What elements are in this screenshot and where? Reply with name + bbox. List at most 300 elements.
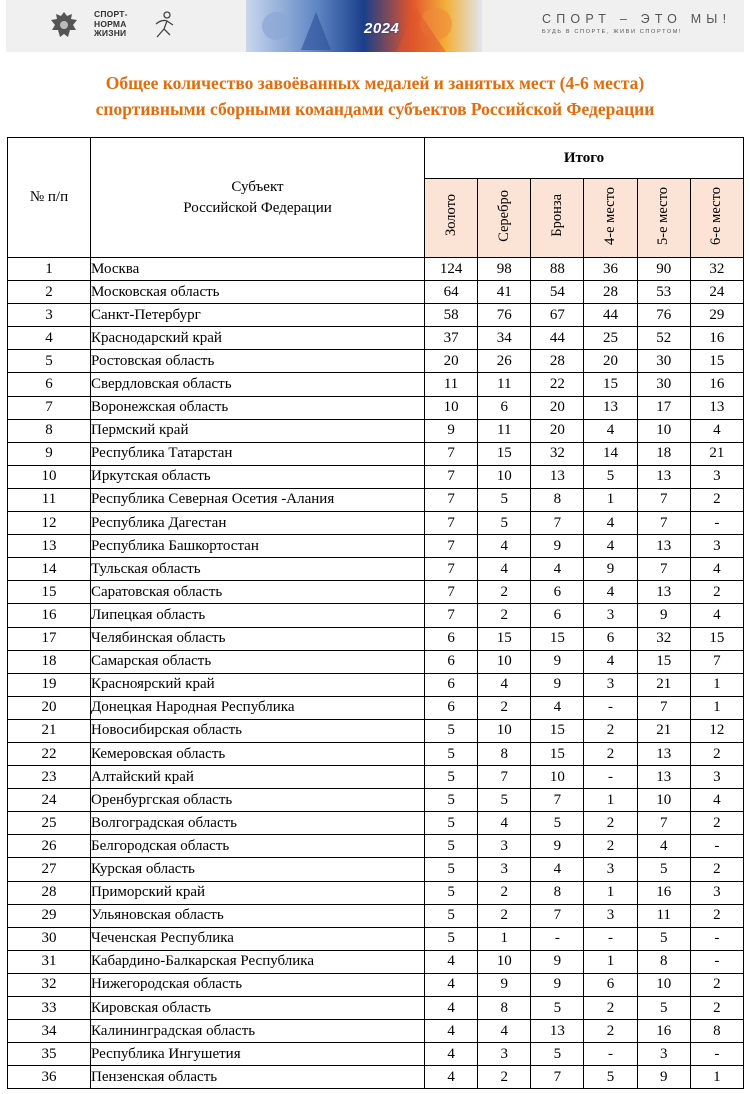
column-header-label: 4-е место <box>602 186 619 245</box>
table-row <box>8 258 744 281</box>
row-value: 4 <box>584 419 637 442</box>
row-value: 7 <box>425 488 478 511</box>
row-number: 12 <box>8 512 91 535</box>
column-header <box>637 179 690 258</box>
row-value: 3 <box>690 766 743 789</box>
row-value: 9 <box>531 950 584 973</box>
row-number: 16 <box>8 604 91 627</box>
row-number: 19 <box>8 673 91 696</box>
row-value: 15 <box>637 650 690 673</box>
row-value: 3 <box>478 1043 531 1066</box>
row-value: 29 <box>690 304 743 327</box>
row-value: 2 <box>584 997 637 1020</box>
row-value: 16 <box>637 881 690 904</box>
row-value: 4 <box>425 997 478 1020</box>
row-value: 7 <box>531 1066 584 1089</box>
row-subject: Кабардино-Балкарская Республика <box>91 950 425 973</box>
row-value: 8 <box>690 1020 743 1043</box>
table-row <box>8 465 744 488</box>
column-header <box>584 179 637 258</box>
row-value: 12 <box>690 719 743 742</box>
page-title-line: спортивными сборными командами субъектов Российской Федерации <box>95 99 655 119</box>
slogan <box>542 12 731 35</box>
row-subject: Оренбургская область <box>91 789 425 812</box>
table-row <box>8 281 744 304</box>
row-value: 15 <box>690 350 743 373</box>
row-subject: Волгоградская область <box>91 812 425 835</box>
row-value: 5 <box>425 904 478 927</box>
row-number: 34 <box>8 1020 91 1043</box>
row-value: 15 <box>531 719 584 742</box>
row-number: 20 <box>8 696 91 719</box>
row-value: - <box>584 766 637 789</box>
row-value: 5 <box>425 719 478 742</box>
row-value: - <box>690 927 743 950</box>
row-value: 76 <box>637 304 690 327</box>
table-row <box>8 766 744 789</box>
row-value: 2 <box>478 696 531 719</box>
header-total: Итого <box>425 138 744 179</box>
row-subject: Калининградская область <box>91 1020 425 1043</box>
banner-year: 2024 <box>364 20 400 37</box>
row-subject: Липецкая область <box>91 604 425 627</box>
row-value: 11 <box>637 904 690 927</box>
table-row <box>8 835 744 858</box>
row-value: 9 <box>531 650 584 673</box>
row-number: 28 <box>8 881 91 904</box>
row-value: 4 <box>690 604 743 627</box>
row-number: 33 <box>8 997 91 1020</box>
table-row <box>8 327 744 350</box>
row-number: 2 <box>8 281 91 304</box>
page-title <box>0 70 750 122</box>
row-subject: Чеченская Республика <box>91 927 425 950</box>
row-value: 21 <box>637 719 690 742</box>
row-value: 52 <box>637 327 690 350</box>
column-header <box>531 179 584 258</box>
row-number: 35 <box>8 1043 91 1066</box>
row-subject: Республика Дагестан <box>91 512 425 535</box>
row-value: 4 <box>531 558 584 581</box>
row-number: 8 <box>8 419 91 442</box>
row-number: 6 <box>8 373 91 396</box>
row-value: 3 <box>690 881 743 904</box>
row-value: 7 <box>637 558 690 581</box>
row-subject: Саратовская область <box>91 581 425 604</box>
row-value: 3 <box>690 465 743 488</box>
row-value: 10 <box>478 650 531 673</box>
table-row <box>8 650 744 673</box>
row-value: 8 <box>531 881 584 904</box>
row-value: 2 <box>478 881 531 904</box>
row-value: 7 <box>425 558 478 581</box>
row-value: 26 <box>478 350 531 373</box>
row-value: 20 <box>531 419 584 442</box>
row-value: 10 <box>478 719 531 742</box>
row-value: 13 <box>637 581 690 604</box>
row-value: 13 <box>584 396 637 419</box>
row-value: 15 <box>690 627 743 650</box>
row-number: 25 <box>8 812 91 835</box>
row-value: 5 <box>637 927 690 950</box>
row-value: 6 <box>425 673 478 696</box>
row-subject: Иркутская область <box>91 465 425 488</box>
row-value: 67 <box>531 304 584 327</box>
row-number: 23 <box>8 766 91 789</box>
row-number: 10 <box>8 465 91 488</box>
medals-table <box>7 137 744 1089</box>
row-subject: Москва <box>91 258 425 281</box>
row-value: 22 <box>531 373 584 396</box>
row-value: 8 <box>478 997 531 1020</box>
row-value: 37 <box>425 327 478 350</box>
row-value: 5 <box>478 512 531 535</box>
table-header-row <box>8 138 744 179</box>
row-number: 13 <box>8 535 91 558</box>
row-value: 13 <box>531 465 584 488</box>
column-header-label: Бронза <box>548 194 565 237</box>
row-value: 7 <box>478 766 531 789</box>
row-value: 8 <box>531 488 584 511</box>
table-row <box>8 558 744 581</box>
row-value: 6 <box>584 627 637 650</box>
table-row <box>8 1020 744 1043</box>
row-value: 16 <box>690 327 743 350</box>
row-value: 5 <box>531 812 584 835</box>
row-value: 25 <box>584 327 637 350</box>
row-value: 3 <box>478 858 531 881</box>
row-value: 13 <box>690 396 743 419</box>
row-number: 17 <box>8 627 91 650</box>
row-value: 6 <box>425 696 478 719</box>
row-value: 1 <box>478 927 531 950</box>
table-row <box>8 812 744 835</box>
row-value: 17 <box>637 396 690 419</box>
header-subject-line: Российской Федерации <box>183 199 332 216</box>
table-row <box>8 1043 744 1066</box>
row-value: 5 <box>425 766 478 789</box>
row-value: 4 <box>690 419 743 442</box>
row-value: 30 <box>637 350 690 373</box>
games-banner <box>246 0 482 52</box>
table-row <box>8 604 744 627</box>
row-value: 10 <box>478 465 531 488</box>
row-value: 2 <box>478 581 531 604</box>
row-value: 2 <box>690 488 743 511</box>
row-value: 4 <box>584 650 637 673</box>
row-value: 8 <box>637 950 690 973</box>
row-subject: Ростовская область <box>91 350 425 373</box>
row-value: 64 <box>425 281 478 304</box>
row-value: 18 <box>637 442 690 465</box>
row-value: 7 <box>690 650 743 673</box>
row-subject: Белгородская область <box>91 835 425 858</box>
row-value: 2 <box>584 742 637 765</box>
row-value: 3 <box>584 858 637 881</box>
table-row <box>8 488 744 511</box>
row-value: 10 <box>637 789 690 812</box>
row-value: 5 <box>478 488 531 511</box>
row-value: 98 <box>478 258 531 281</box>
row-value: - <box>531 927 584 950</box>
row-value: 2 <box>584 1020 637 1043</box>
row-value: 4 <box>478 673 531 696</box>
row-number: 11 <box>8 488 91 511</box>
row-value: 1 <box>584 881 637 904</box>
row-value: 5 <box>425 927 478 950</box>
row-value: 5 <box>478 789 531 812</box>
row-number: 24 <box>8 789 91 812</box>
table-row <box>8 304 744 327</box>
row-value: 7 <box>425 535 478 558</box>
table-row <box>8 373 744 396</box>
row-value: 2 <box>478 604 531 627</box>
table-row <box>8 742 744 765</box>
row-value: 13 <box>637 766 690 789</box>
row-number: 3 <box>8 304 91 327</box>
row-value: 5 <box>425 789 478 812</box>
row-value: 1 <box>584 950 637 973</box>
row-subject: Санкт-Петербург <box>91 304 425 327</box>
row-subject: Республика Северная Осетия -Алания <box>91 488 425 511</box>
row-value: 9 <box>478 973 531 996</box>
table-row <box>8 927 744 950</box>
row-subject: Курская область <box>91 858 425 881</box>
row-value: 3 <box>637 1043 690 1066</box>
row-value: 7 <box>425 465 478 488</box>
row-subject: Самарская область <box>91 650 425 673</box>
row-value: 6 <box>425 627 478 650</box>
table-row <box>8 673 744 696</box>
row-subject: Пензенская область <box>91 1066 425 1089</box>
gto-logo-line: ЖИЗНИ <box>94 28 127 38</box>
row-subject: Приморский край <box>91 881 425 904</box>
row-value: 13 <box>637 465 690 488</box>
row-value: 5 <box>531 1043 584 1066</box>
row-number: 9 <box>8 442 91 465</box>
row-subject: Республика Ингушетия <box>91 1043 425 1066</box>
row-value: 21 <box>690 442 743 465</box>
row-value: 5 <box>584 465 637 488</box>
row-value: 2 <box>584 812 637 835</box>
row-subject: Новосибирская область <box>91 719 425 742</box>
row-number: 7 <box>8 396 91 419</box>
row-value: 4 <box>478 1020 531 1043</box>
row-value: 4 <box>425 1020 478 1043</box>
header-subject <box>91 138 425 258</box>
row-value: 5 <box>637 858 690 881</box>
row-subject: Краснодарский край <box>91 327 425 350</box>
row-value: 9 <box>531 673 584 696</box>
row-value: 15 <box>584 373 637 396</box>
row-value: 4 <box>584 581 637 604</box>
table-row <box>8 350 744 373</box>
row-number: 31 <box>8 950 91 973</box>
table-body <box>8 258 744 1089</box>
row-subject: Кемеровская область <box>91 742 425 765</box>
row-value: 10 <box>425 396 478 419</box>
row-value: 2 <box>584 835 637 858</box>
row-value: 4 <box>425 1066 478 1089</box>
row-number: 32 <box>8 973 91 996</box>
row-value: 7 <box>425 604 478 627</box>
row-value: 7 <box>531 904 584 927</box>
row-value: 3 <box>584 673 637 696</box>
row-value: 3 <box>478 835 531 858</box>
row-value: 4 <box>425 950 478 973</box>
row-value: - <box>584 696 637 719</box>
row-value: - <box>584 927 637 950</box>
page-title-line: Общее количество завоёванных медалей и занятых мест (4-6 места) <box>105 73 645 93</box>
table-row <box>8 858 744 881</box>
table-row <box>8 419 744 442</box>
row-value: 11 <box>478 419 531 442</box>
row-value: 1 <box>690 696 743 719</box>
table-row <box>8 396 744 419</box>
row-value: 32 <box>531 442 584 465</box>
row-number: 29 <box>8 904 91 927</box>
gto-logo-line: СПОРТ- <box>94 9 128 19</box>
row-value: 9 <box>637 604 690 627</box>
row-value: 2 <box>690 812 743 835</box>
row-value: 9 <box>584 558 637 581</box>
row-value: 7 <box>637 512 690 535</box>
row-value: 90 <box>637 258 690 281</box>
row-value: 4 <box>531 696 584 719</box>
row-subject: Тульская область <box>91 558 425 581</box>
row-value: 1 <box>690 673 743 696</box>
row-value: 2 <box>478 904 531 927</box>
row-value: 58 <box>425 304 478 327</box>
row-value: 1 <box>690 1066 743 1089</box>
column-header-label: Серебро <box>495 189 512 242</box>
column-header <box>425 179 478 258</box>
row-number: 21 <box>8 719 91 742</box>
row-value: 15 <box>531 627 584 650</box>
row-value: 5 <box>425 881 478 904</box>
row-subject: Красноярский край <box>91 673 425 696</box>
row-number: 26 <box>8 835 91 858</box>
row-value: - <box>690 512 743 535</box>
row-value: - <box>690 835 743 858</box>
row-value: 54 <box>531 281 584 304</box>
row-value: 6 <box>425 650 478 673</box>
row-subject: Ульяновская область <box>91 904 425 927</box>
slogan-main: СПОРТ – ЭТО МЫ! <box>542 12 732 26</box>
runner-logo-icon <box>148 10 178 42</box>
row-value: 4 <box>478 812 531 835</box>
table-row <box>8 950 744 973</box>
row-value: 13 <box>637 742 690 765</box>
row-subject: Республика Татарстан <box>91 442 425 465</box>
row-value: 7 <box>425 442 478 465</box>
row-value: 9 <box>531 535 584 558</box>
row-value: 1 <box>584 488 637 511</box>
row-value: 5 <box>425 742 478 765</box>
row-value: 2 <box>690 904 743 927</box>
row-value: 3 <box>584 904 637 927</box>
row-value: 5 <box>531 997 584 1020</box>
column-header-label: 6-е место <box>708 186 725 245</box>
row-value: 30 <box>637 373 690 396</box>
row-value: 7 <box>637 812 690 835</box>
row-subject: Алтайский край <box>91 766 425 789</box>
row-number: 18 <box>8 650 91 673</box>
row-subject: Пермский край <box>91 419 425 442</box>
row-subject: Московская область <box>91 281 425 304</box>
row-value: 41 <box>478 281 531 304</box>
row-value: - <box>690 950 743 973</box>
row-number: 14 <box>8 558 91 581</box>
row-value: 10 <box>478 950 531 973</box>
row-value: 124 <box>425 258 478 281</box>
row-subject: Воронежская область <box>91 396 425 419</box>
row-value: 6 <box>531 581 584 604</box>
gto-logo-line: НОРМА <box>94 18 127 29</box>
table-row <box>8 1066 744 1089</box>
row-value: 76 <box>478 304 531 327</box>
row-value: 28 <box>531 350 584 373</box>
header-subject-line: Субъект <box>231 178 284 195</box>
row-value: 28 <box>584 281 637 304</box>
row-value: 5 <box>425 812 478 835</box>
row-value: 9 <box>531 835 584 858</box>
row-value: 4 <box>478 535 531 558</box>
row-value: 6 <box>478 396 531 419</box>
row-value: 44 <box>584 304 637 327</box>
row-value: 53 <box>637 281 690 304</box>
row-value: 20 <box>584 350 637 373</box>
row-value: 20 <box>425 350 478 373</box>
table-row <box>8 973 744 996</box>
row-value: 8 <box>478 742 531 765</box>
row-number: 15 <box>8 581 91 604</box>
row-value: 11 <box>478 373 531 396</box>
row-value: 34 <box>478 327 531 350</box>
table-row <box>8 535 744 558</box>
row-value: 4 <box>690 558 743 581</box>
row-value: 5 <box>637 997 690 1020</box>
row-value: 6 <box>584 973 637 996</box>
row-value: 6 <box>531 604 584 627</box>
row-subject: Нижегородская область <box>91 973 425 996</box>
row-subject: Челябинская область <box>91 627 425 650</box>
row-value: 10 <box>637 419 690 442</box>
row-value: 13 <box>531 1020 584 1043</box>
row-number: 36 <box>8 1066 91 1089</box>
row-value: 4 <box>478 558 531 581</box>
row-value: 4 <box>584 535 637 558</box>
column-header <box>478 179 531 258</box>
column-header <box>690 179 743 258</box>
row-value: 15 <box>478 627 531 650</box>
row-value: 11 <box>425 373 478 396</box>
slogan-sub: БУДЬ В СПОРТЕ, ЖИВИ СПОРТОМ! <box>542 29 683 35</box>
row-value: 3 <box>584 604 637 627</box>
row-value: - <box>690 1043 743 1066</box>
table-row <box>8 627 744 650</box>
table-row <box>8 881 744 904</box>
row-value: 5 <box>425 858 478 881</box>
row-value: 5 <box>425 835 478 858</box>
row-value: 4 <box>690 789 743 812</box>
header-num: № п/п <box>8 138 91 258</box>
row-value: 44 <box>531 327 584 350</box>
row-value: 2 <box>690 973 743 996</box>
row-value: 10 <box>637 973 690 996</box>
row-value: 4 <box>425 1043 478 1066</box>
row-number: 22 <box>8 742 91 765</box>
